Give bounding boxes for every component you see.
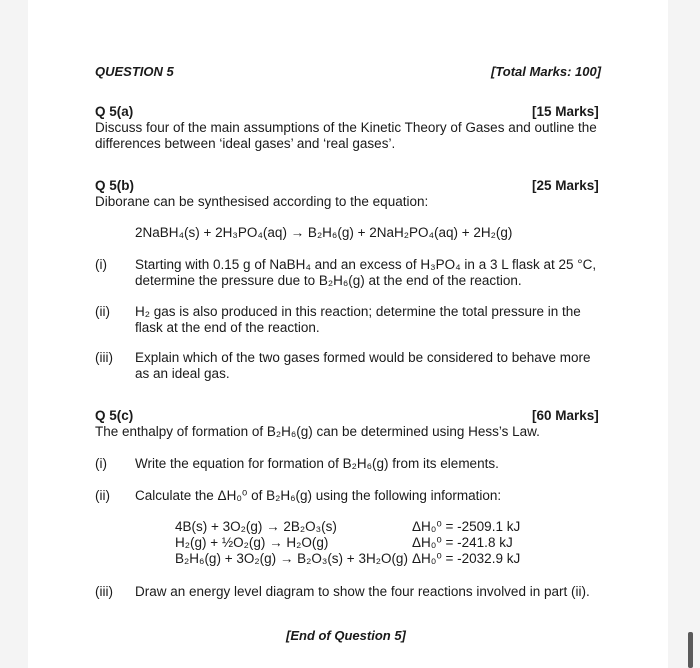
q5b-marks: [25 Marks] (532, 178, 599, 193)
reaction-3-enthalpy: ΔH₀⁰ = -2032.9 kJ (412, 551, 521, 566)
exam-page (28, 0, 668, 668)
q5b-part-i-line1: Starting with 0.15 g of NaBH₄ and an excess of H₃PO₄ in a 3 L flask at 25 °C, (135, 257, 597, 272)
q5b-intro: Diborane can be synthesised according to the equation: (95, 194, 429, 209)
q5b-equation: 2NaBH₄(s) + 2H₃PO₄(aq) → B₂H₆(g) + 2NaH₂PO₄(aq) + 2H₂(g) (135, 225, 513, 240)
q5b-part-iii-line2: as an ideal gas. (135, 366, 230, 381)
q5c-part-iii-num: (iii) (95, 584, 113, 599)
q5c-intro: The enthalpy of formation of B₂H₆(g) can be determined using Hess’s Law. (95, 424, 540, 439)
reaction-3-equation: B₂H₆(g) + 3O₂(g) → B₂O₃(s) + 3H₂O(g) (175, 551, 408, 566)
q5b-part-iii-num: (iii) (95, 350, 113, 365)
q5b-part-ii-line1: H₂ gas is also produced in this reaction; determine the total pressure in the (135, 304, 581, 319)
q5c-part-i-num: (i) (95, 456, 107, 471)
q5b-part-ii-line2: flask at the end of the reaction. (135, 320, 320, 335)
reaction-2-enthalpy: ΔH₀⁰ = -241.8 kJ (412, 535, 513, 550)
q5c-part-iii-text: Draw an energy level diagram to show the four reactions involved in part (ii). (135, 584, 590, 599)
q5a-marks: [15 Marks] (532, 104, 599, 119)
q5c-part-i-text: Write the equation for formation of B₂H₆(g) from its elements. (135, 456, 499, 471)
q5a-label: Q 5(a) (95, 104, 134, 119)
end-of-question: [End of Question 5] (286, 628, 406, 643)
q5a-text-line1: Discuss four of the main assumptions of the Kinetic Theory of Gases and outline the (95, 120, 597, 135)
reaction-1-equation: 4B(s) + 3O₂(g) → 2B₂O₃(s) (175, 519, 337, 534)
q5b-part-iii-line1: Explain which of the two gases formed would be considered to behave more (135, 350, 591, 365)
q5b-part-i-line2: determine the pressure due to B₂H₆(g) at the end of the reaction. (135, 273, 522, 288)
q5c-label: Q 5(c) (95, 408, 134, 423)
total-marks: [Total Marks: 100] (491, 64, 602, 79)
scrollbar-edge[interactable] (688, 632, 693, 668)
q5a-text-line2: differences between ‘ideal gases’ and ‘real gases’. (95, 136, 396, 151)
reaction-2-equation: H₂(g) + ½O₂(g) → H₂O(g) (175, 535, 329, 550)
reaction-1-enthalpy: ΔH₀⁰ = -2509.1 kJ (412, 519, 521, 534)
question-title: QUESTION 5 (95, 64, 174, 79)
q5b-label: Q 5(b) (95, 178, 134, 193)
q5c-marks: [60 Marks] (532, 408, 599, 423)
q5c-part-ii-num: (ii) (95, 488, 110, 503)
q5b-part-i-num: (i) (95, 257, 107, 272)
q5c-part-ii-text: Calculate the ΔH₀⁰ of B₂H₆(g) using the following information: (135, 488, 502, 503)
q5b-part-ii-num: (ii) (95, 304, 110, 319)
